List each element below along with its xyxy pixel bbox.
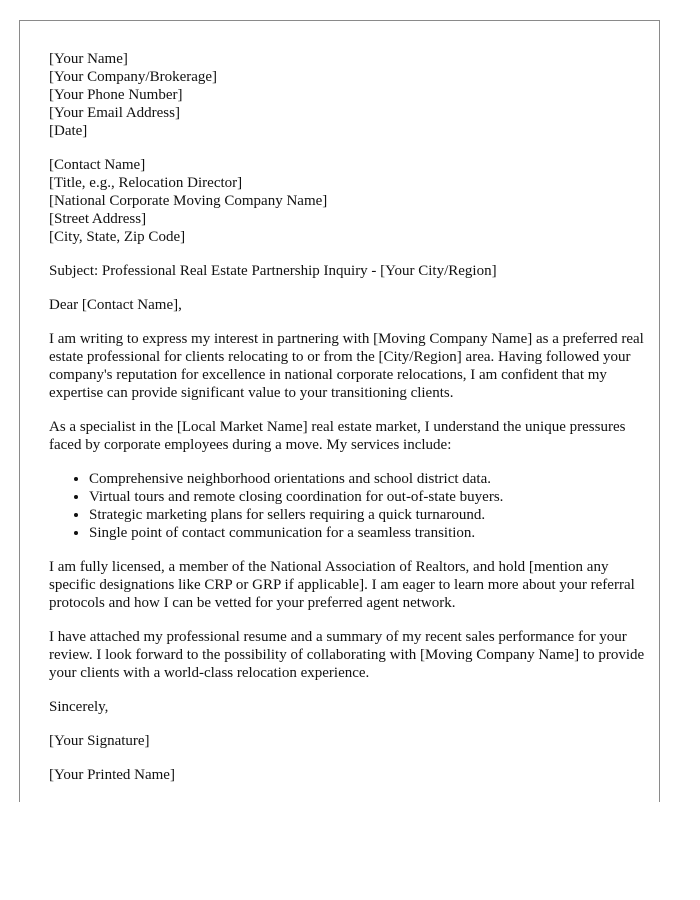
list-item: • Virtual tours and remote closing coordination for out-of-state buyers.: [89, 488, 649, 506]
signature: [Your Signature]: [49, 733, 150, 749]
sender-email: [Your Email Address]: [49, 105, 180, 121]
letter-date: [Date]: [49, 123, 88, 139]
recipient-city-state-zip: [City, State, Zip Code]: [49, 229, 186, 245]
services-list: [49, 470, 649, 542]
letter-page: [19, 20, 660, 802]
recipient-company: [National Corporate Moving Company Name]: [49, 193, 328, 209]
recipient-title: [Title, e.g., Relocation Director]: [49, 175, 243, 191]
paragraph-services-intro: As a specialist in the [Local Market Name] real estate market, I understand the unique pressures faced by corporate employees during a move. My services include:: [49, 419, 626, 453]
paragraph-credentials: I am fully licensed, a member of the National Association of Realtors, and hold [mention any specific designations like CRP or GRP if applicable]. I am eager to learn more about your referral protocols and how I can be vetted for your preferred agent network.: [49, 559, 635, 611]
recipient-street: [Street Address]: [49, 211, 147, 227]
sender-name: [Your Name]: [49, 51, 128, 67]
sender-company: [Your Company/Brokerage]: [49, 69, 218, 85]
paragraph-closing: I have attached my professional resume and a summary of my recent sales performance for your review. I look forward to the possibility of collaborating with [Moving Company Name] to provide your clients with a world-class relocation experience.: [49, 629, 645, 681]
paragraph-intro: I am writing to express my interest in partnering with [Moving Company Name] as a preferred real estate professional for clients relocating to or from the [City/Region] area. Having followed your company's reputation for excellence in national corporate relocations, I am confident that my expertise can provide significant value to your transitioning clients.: [49, 331, 644, 401]
salutation: Dear [Contact Name],: [49, 297, 182, 313]
recipient-contact-name: [Contact Name]: [49, 157, 146, 173]
sender-block: [49, 50, 649, 140]
list-item: • Single point of contact communication for a seamless transition.: [89, 524, 649, 542]
printed-name: [Your Printed Name]: [49, 767, 175, 783]
sender-phone: [Your Phone Number]: [49, 87, 183, 103]
subject-line: Subject: Professional Real Estate Partnership Inquiry - [Your City/Region]: [49, 263, 497, 279]
letter-body: [49, 50, 649, 800]
list-item: • Comprehensive neighborhood orientations and school district data.: [89, 470, 649, 488]
recipient-block: [49, 156, 649, 246]
list-item: • Strategic marketing plans for sellers requiring a quick turnaround.: [89, 506, 649, 524]
complimentary-close: Sincerely,: [49, 699, 109, 715]
